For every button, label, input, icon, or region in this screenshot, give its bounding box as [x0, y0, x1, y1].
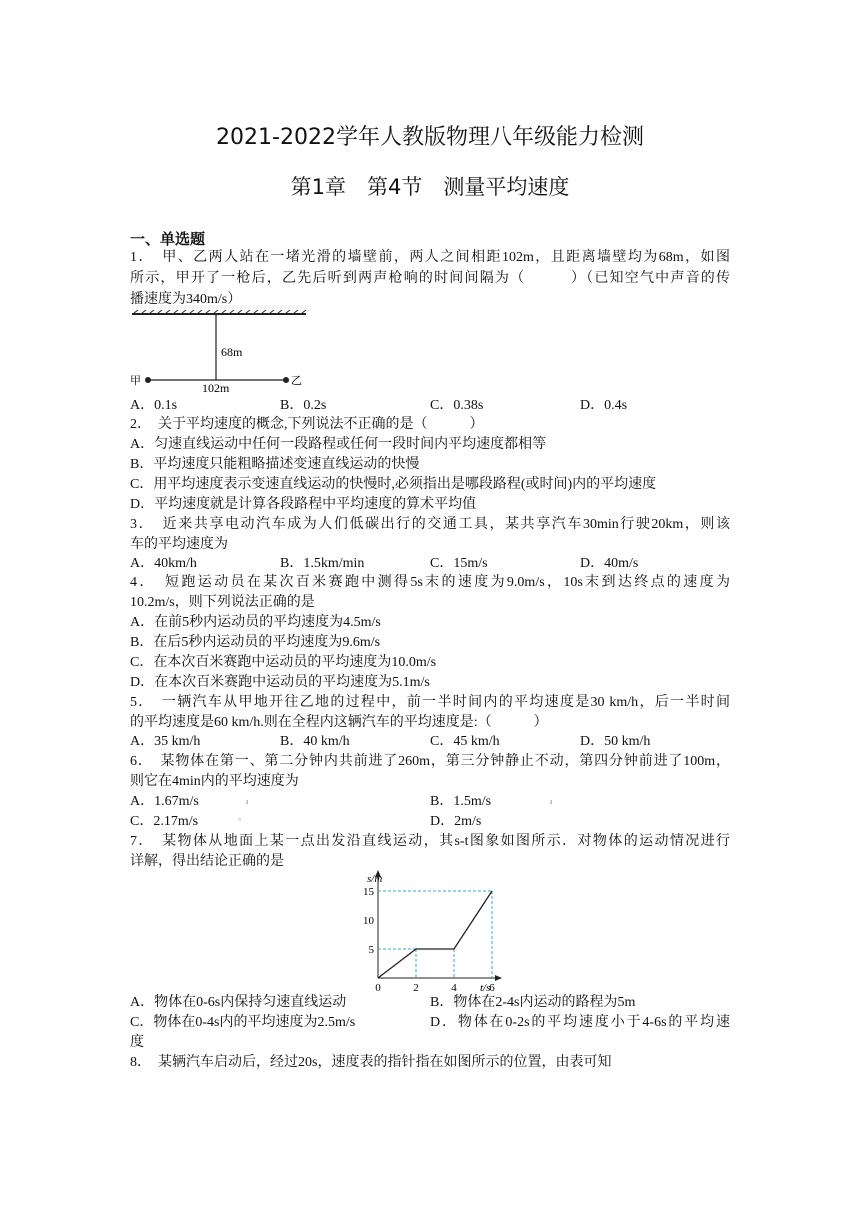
q6-option-d[interactable]: D．2m/s [430, 814, 482, 829]
q5-option-b[interactable]: B．40 km/h [280, 734, 350, 749]
q2-option-b[interactable]: B．平均速度只能粗略描述变速直线运动的快慢 [130, 457, 420, 472]
q2-stem: 2． 关于平均速度的概念,下列说法不正确的是（ ） [130, 417, 484, 432]
q1-figure-102m: 102m [202, 381, 230, 392]
q3-line2: 车的平均速度为 [130, 537, 228, 552]
q7-line1: 7． 某物体从地面上某一点出发沿直线运动，其s-t图象如图所示．对物体的运动情况进行 [130, 834, 730, 849]
y-axis-label: s/m [367, 873, 383, 885]
q6-option-a[interactable]: A．1.67m/s [130, 794, 199, 809]
scan-mark: ı [246, 797, 249, 806]
x-tick-label: 2 [413, 982, 419, 993]
q6-line1: 6． 某物体在第一、第二分钟内共前进了260m，第三分钟静止不动，第四分钟前进了100m， [130, 754, 730, 769]
q7-line2: 详解，得出结论正确的是 [130, 854, 284, 869]
q5-line2: 的平均速度是60 km/h.则在全程内这辆汽车的平均速度是:（ ） [130, 715, 548, 730]
q5-option-a[interactable]: A．35 km/h [130, 734, 201, 749]
q3-option-a[interactable]: A．40km/h [130, 556, 197, 571]
q1-option-a[interactable]: A．0.1s [130, 398, 178, 413]
section-heading: 一、单选题 [130, 230, 206, 248]
q8-stem: 8． 某辆汽车启动后，经过20s，速度表的指针指在如图所示的位置，由表可知 [130, 1055, 612, 1070]
q5-option-d[interactable]: D．50 km/h [580, 734, 651, 749]
q1-option-b[interactable]: B．0.2s [280, 398, 327, 413]
q2-option-d[interactable]: D．平均速度就是计算各段路程中平均速度的算术平均值 [130, 497, 477, 512]
document-title: 2021-2022学年人教版物理八年级能力检测 [216, 125, 644, 150]
q1-option-d[interactable]: D．0.4s [580, 398, 628, 413]
x-axis-label: t/s [480, 982, 491, 993]
q7-option-b[interactable]: B．物体在2-4s内运动的路程为5m [430, 995, 636, 1010]
x-tick-label: 4 [451, 982, 457, 993]
q1-option-c[interactable]: C．0.38s [430, 398, 484, 413]
q4-option-d[interactable]: D．在本次百米赛跑中运动员的平均速度为5.1m/s [130, 675, 430, 690]
q6-line2: 则它在4min内的平均速度为 [130, 774, 299, 789]
document-subtitle: 第1章 第4节 测量平均速度 [290, 175, 570, 199]
q2-option-c[interactable]: C．用平均速度表示变速直线运动的快慢时,必须指出是哪段路程(或时间)内的平均速度 [130, 477, 657, 492]
q4-line2: 10.2m/s，则下列说法正确的是 [130, 595, 315, 610]
q4-option-c[interactable]: C．在本次百米赛跑中运动员的平均速度为10.0m/s [130, 655, 437, 670]
q6-option-b[interactable]: B．1.5m/s [430, 794, 492, 809]
q4-option-b[interactable]: B．在后5秒内运动员的平均速度为9.6m/s [130, 635, 381, 650]
q1-figure-jia: 甲 [130, 374, 141, 387]
q6-option-c[interactable]: C．2.17m/s [130, 814, 199, 829]
q7-option-c[interactable]: C．物体在0-4s内的平均速度为2.5m/s [130, 1015, 356, 1030]
q7-st-graph [350, 868, 505, 993]
q1-wall-figure [130, 310, 310, 392]
q1-line3: 播速度为340m/s） [130, 292, 242, 307]
q1-figure-yi: 乙 [291, 374, 302, 387]
q3-option-b[interactable]: B．1.5km/min [280, 556, 365, 571]
q3-option-d[interactable]: D．40m/s [580, 556, 639, 571]
q1-line2: 所示，甲开了一枪后，乙先后听到两声枪响的时间间隔为（ ）（已知空气中声音的传 [130, 271, 730, 286]
q2-option-a[interactable]: A．匀速直线运动中任何一段路程或任何一段时间内平均速度都相等 [130, 437, 547, 452]
y-tick-label: 5 [368, 944, 374, 956]
y-tick-label: 15 [363, 886, 374, 898]
x-tick-label: 0 [375, 982, 381, 993]
q3-line1: 3． 近来共享电动汽车成为人们低碳出行的交通工具，某共享汽车30min行驶20km，则该 [130, 517, 730, 532]
q7-option-d-wrap: 度 [130, 1035, 144, 1050]
q7-option-d[interactable]: D．物体在0-2s的平均速度小于4-6s的平均速 [430, 1015, 730, 1030]
q5-line1: 5． 一辆汽车从甲地开往乙地的过程中，前一半时间内的平均速度是30 km/h，后一半时间 [130, 695, 730, 710]
q4-line1: 4． 短跑运动员在某次百米赛跑中测得5s末的速度为9.0m/s，10s末到达终点的速度为 [130, 575, 730, 590]
scan-mark: ▫ [238, 815, 241, 824]
q5-option-c[interactable]: C．45 km/h [430, 734, 500, 749]
q7-option-a[interactable]: A．物体在0-6s内保持匀速直线运动 [130, 995, 347, 1010]
x-tick-label: 6 [489, 982, 495, 993]
q1-line1: 1． 甲、乙两人站在一堵光滑的墙壁前，两人之间相距102m，且距离墙壁均为68m，如图 [130, 250, 730, 265]
y-tick-label: 10 [363, 915, 374, 927]
series-line [378, 891, 492, 978]
q1-figure-68m: 68m [221, 345, 243, 359]
q3-option-c[interactable]: C．15m/s [430, 556, 488, 571]
q4-option-a[interactable]: A．在前5秒内运动员的平均速度为4.5m/s [130, 615, 381, 630]
scan-mark: ı [550, 797, 553, 806]
